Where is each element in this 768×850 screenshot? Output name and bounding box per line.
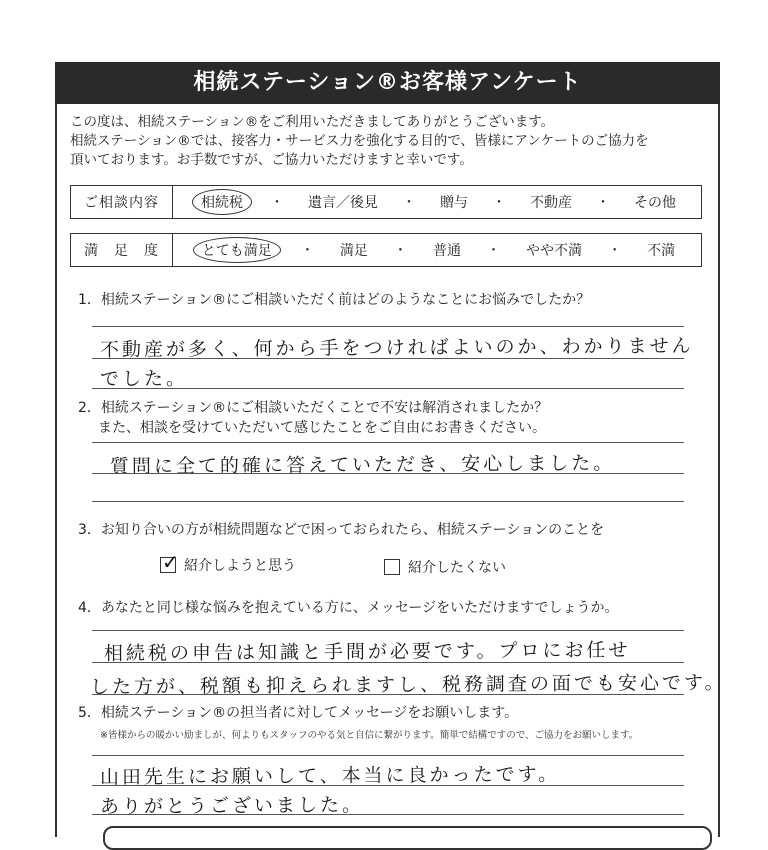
question-4: 4．あなたと同じ様な悩みを抱えている方に、メッセージをいただけますでしょうか。 [78, 600, 619, 616]
q1-answer-line-1: 不動産が多く、何から手をつければよいのか、わかりません [99, 334, 694, 362]
separator-dot: ・ [402, 195, 416, 211]
answer-line [92, 630, 684, 631]
intro-line: この度は、相続ステーション®をご利用いただきましてありがとうございます。 [70, 114, 555, 130]
consult-option[interactable]: 贈与 [440, 195, 468, 211]
option-no-label: 紹介したくない [408, 560, 506, 576]
answer-line [92, 814, 684, 815]
q5-answer-line-1: 山田先生にお願いして、本当に良かったです。 [99, 763, 561, 789]
consult-row [70, 185, 702, 219]
question-3: 3．お知り合いの方が相続問題などで困っておられたら、相続ステーションのことを [78, 522, 605, 538]
satisfaction-option[interactable]: 満足 [339, 243, 368, 259]
question-2-line-2: また、相談を受けていただいて感じたことをご自由にお書きください。 [98, 420, 546, 436]
consult-label: ご相談内容 [71, 186, 173, 218]
q5-answer-line-2: ありがとうございました。 [99, 794, 365, 818]
intro-text [70, 113, 710, 170]
consult-option[interactable]: 遺言／後見 [308, 195, 378, 211]
encouragement-note: ※皆様からの暖かい励ましが、何よりもスタッフのやる気と自信に繋がります。簡単で結構ですので、ご協力をお願いします。 [100, 730, 639, 741]
answer-line [92, 662, 684, 663]
survey-title: 相続ステーション®お客様アンケート [55, 62, 720, 104]
q2-answer-line-1: 質問に全て的確に答えていただき、安心しました。 [109, 452, 616, 478]
satisfaction-option[interactable]: とても満足 [193, 237, 281, 263]
question-1: 1．相続ステーション®にご相談いただく前はどのようなことにお悩みでしたか？ [78, 292, 591, 308]
separator-dot: ・ [393, 243, 408, 259]
consult-option[interactable]: その他 [634, 195, 676, 211]
answer-line [92, 755, 684, 756]
answer-line [92, 501, 684, 502]
satisfaction-option[interactable]: 不満 [647, 243, 676, 259]
answer-line [92, 694, 684, 695]
checkbox-unchecked[interactable] [384, 559, 400, 575]
intro-line: 頂いております。お手数ですが、ご協力いただけますと幸いです。 [70, 152, 473, 168]
answer-line [92, 785, 684, 786]
consult-option[interactable]: 相続税 [192, 189, 252, 215]
separator-dot: ・ [486, 243, 501, 259]
separator-dot: ・ [607, 243, 622, 259]
footer-box [103, 826, 712, 850]
option-recommend-no[interactable] [384, 557, 506, 577]
q1-answer-line-2: でした。 [99, 367, 189, 391]
check-mark-icon: ✓ [162, 550, 179, 574]
satisfaction-option[interactable]: やや不満 [526, 243, 583, 259]
question-2 [78, 398, 548, 438]
answer-line [92, 358, 684, 359]
consult-option[interactable]: 不動産 [530, 195, 572, 211]
separator-dot: ・ [300, 243, 315, 259]
checkbox-checked[interactable] [160, 550, 179, 574]
separator-dot: ・ [596, 195, 610, 211]
q4-answer-line-1: 相続税の申告は知識と手間が必要です。プロにお任せ [103, 639, 631, 665]
option-yes-label: 紹介しようと思う [184, 558, 296, 574]
q4-answer-line-2: した方が、税額も抑えられますし、税務調査の面でも安心です。 [89, 671, 727, 699]
question-2-line-1: 2．相続ステーション®にご相談いただくことで不安は解消されましたか？ [78, 400, 549, 416]
answer-line [92, 326, 684, 327]
question-5: 5．相続ステーション®の担当者に対してメッセージをお願いします。 [78, 705, 519, 721]
answer-line [92, 442, 684, 443]
satisfaction-option[interactable]: 普通 [432, 243, 461, 259]
answer-line [92, 388, 684, 389]
satisfaction-row [70, 233, 702, 267]
option-recommend-yes[interactable] [160, 550, 296, 575]
separator-dot: ・ [492, 195, 506, 211]
answer-line [92, 473, 684, 474]
intro-line: 相続ステーション®では、接客力・サービス力を強化する目的で、皆様にアンケートのご協力を [70, 133, 649, 149]
satisfaction-label: 満 足 度 [71, 234, 173, 266]
separator-dot: ・ [270, 195, 284, 211]
